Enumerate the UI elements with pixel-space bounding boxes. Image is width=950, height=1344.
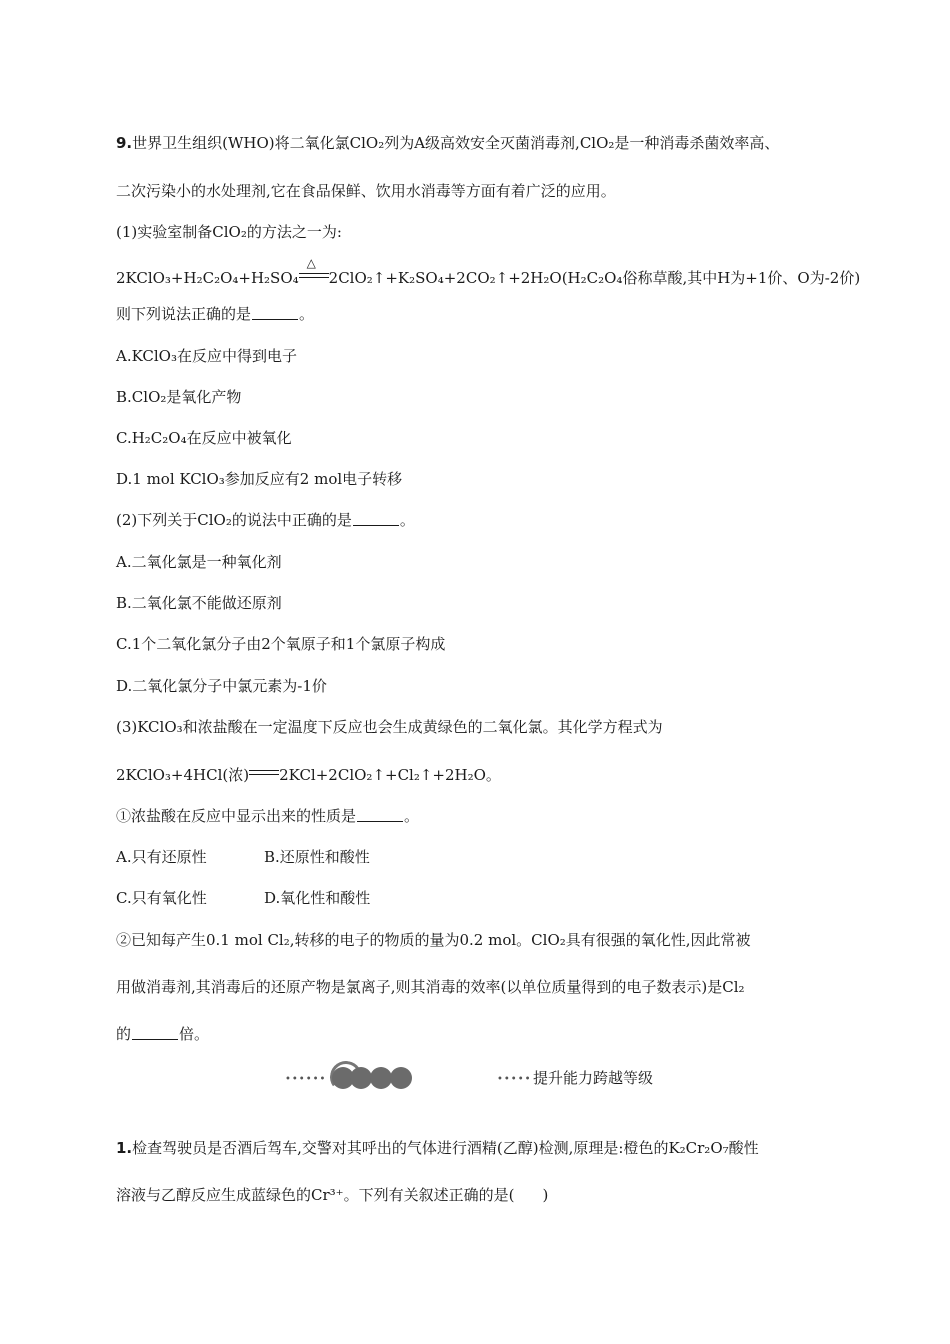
q9-part3-option-c: C.只有氧化性 (116, 889, 207, 907)
q9-part2-question (116, 510, 415, 530)
eq2-reaction-sign (249, 767, 279, 779)
q9-part1-question (116, 304, 314, 324)
q9-part3-sub1-end: 。 (404, 807, 420, 825)
q9-part2-question-text: (2)下列关于ClO₂的说法中正确的是 (116, 511, 352, 529)
q9-part3-option-b: B.还原性和酸性 (264, 848, 370, 866)
answer-blank-part3-sub2[interactable] (132, 1025, 178, 1040)
q9-part3-sub1 (116, 806, 419, 826)
q9-part1-question-text: 则下列说法正确的是 (116, 305, 252, 323)
heat-condition-symbol: △ (306, 256, 316, 270)
q9-stem-line-1 (116, 133, 779, 153)
q9-part3-sub2-line-2: 用做消毒剂,其消毒后的还原产物是氯离子,则其消毒的效率(以单位质量得到的电子数表示)是Cl₂ (116, 978, 745, 996)
q9-part1-option-c: C.H₂C₂O₄在反应中被氧化 (116, 429, 292, 447)
eq1-reactants: 2KClO₃+H₂C₂O₄+H₂SO₄ (116, 269, 299, 287)
q9-part1-option-b: B.ClO₂是氧化产物 (116, 388, 242, 406)
q9-part3-sub2-line-3 (116, 1024, 209, 1044)
q9-equation-1 (116, 256, 861, 288)
q9-equation-2 (116, 765, 501, 785)
answer-blank-part3-sub1[interactable] (357, 807, 403, 822)
eq1-reaction-sign (299, 256, 329, 282)
q9-part1-intro: (1)实验室制备ClO₂的方法之一为: (116, 223, 342, 241)
q9-part2-option-c: C.1个二氧化氯分子由2个氧原子和1个氯原子构成 (116, 635, 446, 653)
q1-number: 1. (116, 1139, 133, 1157)
q9-part3-options-row-2 (116, 888, 371, 908)
answer-blank-part2[interactable] (353, 511, 399, 526)
q9-stem-text-1: 世界卫生组织(WHO)将二氧化氯ClO₂列为A级高效安全灭菌消毒剂,ClO₂是一种消毒杀菌效率高、 (132, 134, 780, 152)
q9-part3-option-a: A.只有还原性 (116, 848, 207, 866)
q9-number: 9. (116, 134, 133, 152)
answer-blank-part1[interactable] (252, 305, 298, 320)
section-banner (285, 1065, 705, 1089)
q1-stem-text-1: 检查驾驶员是否酒后驾车,交警对其呼出的气体进行酒精(乙醇)检测,原理是:橙色的K₂Cr₂O₇酸性 (132, 1139, 759, 1157)
banner-dots-right: ••••• (497, 1074, 532, 1085)
eq2-products: 2KCl+2ClO₂↑+Cl₂↑+2H₂O。 (279, 766, 501, 784)
banner-ball-logo-icon (330, 1065, 420, 1089)
q1-stem-line-1 (116, 1138, 759, 1158)
eq2-reactants: 2KClO₃+4HCl(浓) (116, 766, 250, 784)
q1-stem-line-2 (116, 1185, 548, 1205)
q9-part3-sub1-text: ①浓盐酸在反应中显示出来的性质是 (116, 807, 357, 825)
q9-part3-option-d: D.氧化性和酸性 (264, 889, 371, 907)
q9-part1-option-a: A.KClO₃在反应中得到电子 (116, 347, 297, 365)
section-banner-title: 提升能力跨越等级 (533, 1069, 654, 1087)
q9-stem-line-2: 二次污染小的水处理剂,它在食品保鲜、饮用水消毒等方面有着广泛的应用。 (116, 182, 616, 200)
q1-stem-text-2: 溶液与乙醇反应生成蓝绿色的Cr³⁺。下列有关叙述正确的是( (116, 1186, 515, 1204)
q9-part2-question-end: 。 (399, 511, 415, 529)
q9-part1-option-d: D.1 mol KClO₃参加反应有2 mol电子转移 (116, 470, 403, 488)
q9-part3-sub2-pre: 的 (116, 1025, 132, 1043)
q9-part2-option-d: D.二氧化氯分子中氯元素为-1价 (116, 677, 327, 695)
q9-part3-options-row-1 (116, 847, 370, 867)
banner-dots-left: •••••• (285, 1074, 327, 1085)
q9-part1-question-end: 。 (299, 305, 315, 323)
q9-part2-option-a: A.二氧化氯是一种氧化剂 (116, 553, 282, 571)
q9-part3-sub2-post: 倍。 (179, 1025, 210, 1043)
q9-part2-option-b: B.二氧化氯不能做还原剂 (116, 594, 282, 612)
q1-stem-end: ) (542, 1186, 549, 1204)
eq1-products: 2ClO₂↑+K₂SO₄+2CO₂↑+2H₂O(H₂C₂O₄俗称草酸,其中H为+1价、O为-2价) (328, 269, 861, 287)
q9-part3-intro: (3)KClO₃和浓盐酸在一定温度下反应也会生成黄绿色的二氧化氯。其化学方程式为 (116, 718, 663, 736)
q9-part3-sub2-line-1: ②已知每产生0.1 mol Cl₂,转移的电子的物质的量为0.2 mol。ClO₂具有很强的氧化性,因此常被 (116, 931, 751, 949)
